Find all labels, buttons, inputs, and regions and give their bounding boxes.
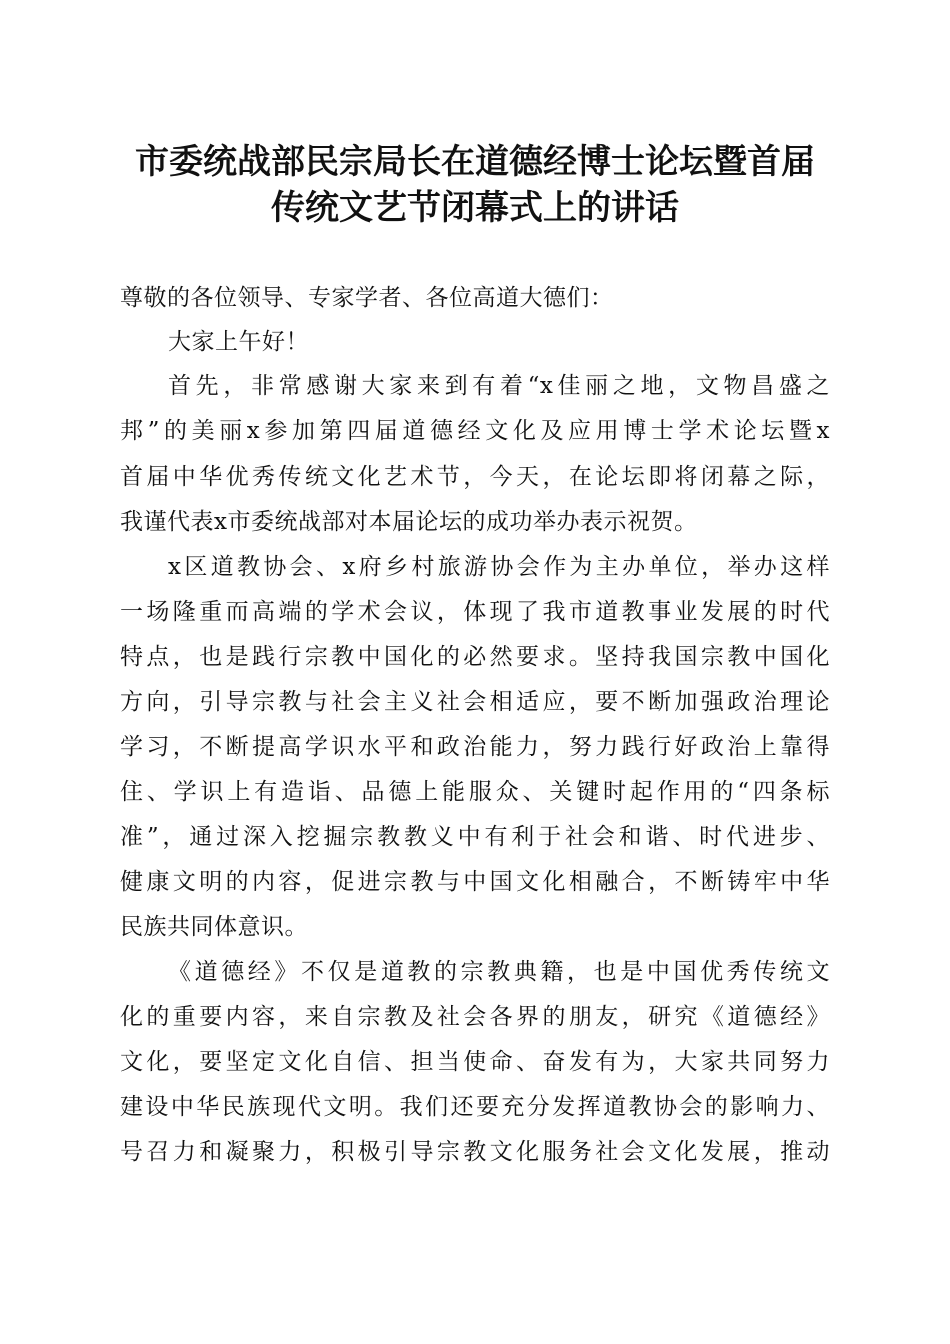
- paragraph-3-line: 化的重要内容，来自宗教及社会各界的朋友，研究《道德经》: [120, 1004, 830, 1030]
- salutation: 尊敬的各位领导、专家学者、各位高道大德们：: [120, 285, 614, 311]
- paragraph-2-line: 准”，通过深入挖掘宗教教义中有利于社会和谐、时代进步、: [120, 824, 830, 850]
- paragraph-3-line: 文化，要坚定文化自信、担当使命、奋发有为，大家共同努力: [120, 1049, 830, 1075]
- paragraph-2-line: 健康文明的内容，促进宗教与中国文化相融合，不断铸牢中华: [120, 869, 830, 895]
- paragraph-2-line: 一场隆重而高端的学术会议，体现了我市道教事业发展的时代: [120, 599, 830, 625]
- paragraph-1-line: 我谨代表x市委统战部对本届论坛的成功举办表示祝贺。: [120, 509, 698, 535]
- paragraph-1-line: 邦”的美丽x参加第四届道德经文化及应用博士学术论坛暨x: [120, 418, 830, 444]
- paragraph-1-line: 首先，非常感谢大家来到有着“x佳丽之地，文物昌盛之: [168, 373, 830, 399]
- greeting: 大家上午好！: [168, 329, 309, 355]
- title-line-2: 传统文艺节闭幕式上的讲话: [271, 188, 679, 228]
- title-line-1: 市委统战部民宗局长在道德经博士论坛暨首届: [135, 142, 815, 182]
- paragraph-2-line: 特点，也是践行宗教中国化的必然要求。坚持我国宗教中国化: [120, 644, 830, 670]
- paragraph-2-line: 方向，引导宗教与社会主义社会相适应，要不断加强政治理论: [120, 689, 830, 715]
- paragraph-2-line: 民族共同体意识。: [120, 914, 308, 940]
- paragraph-2-line: x区道教协会、x府乡村旅游协会作为主办单位，举办这样: [168, 554, 830, 580]
- paragraph-2-line: 学习，不断提高学识水平和政治能力，努力践行好政治上靠得: [120, 734, 830, 760]
- paragraph-2-line: 住、学识上有造诣、品德上能服众、关键时起作用的“四条标: [120, 779, 830, 805]
- paragraph-3-line: 号召力和凝聚力，积极引导宗教文化服务社会文化发展，推动: [120, 1139, 830, 1165]
- paragraph-1-line: 首届中华优秀传统文化艺术节，今天，在论坛即将闭幕之际，: [120, 464, 830, 490]
- paragraph-3-line: 《道德经》不仅是道教的宗教典籍，也是中国优秀传统文: [168, 959, 830, 985]
- paragraph-3-line: 建设中华民族现代文明。我们还要充分发挥道教协会的影响力、: [120, 1094, 830, 1120]
